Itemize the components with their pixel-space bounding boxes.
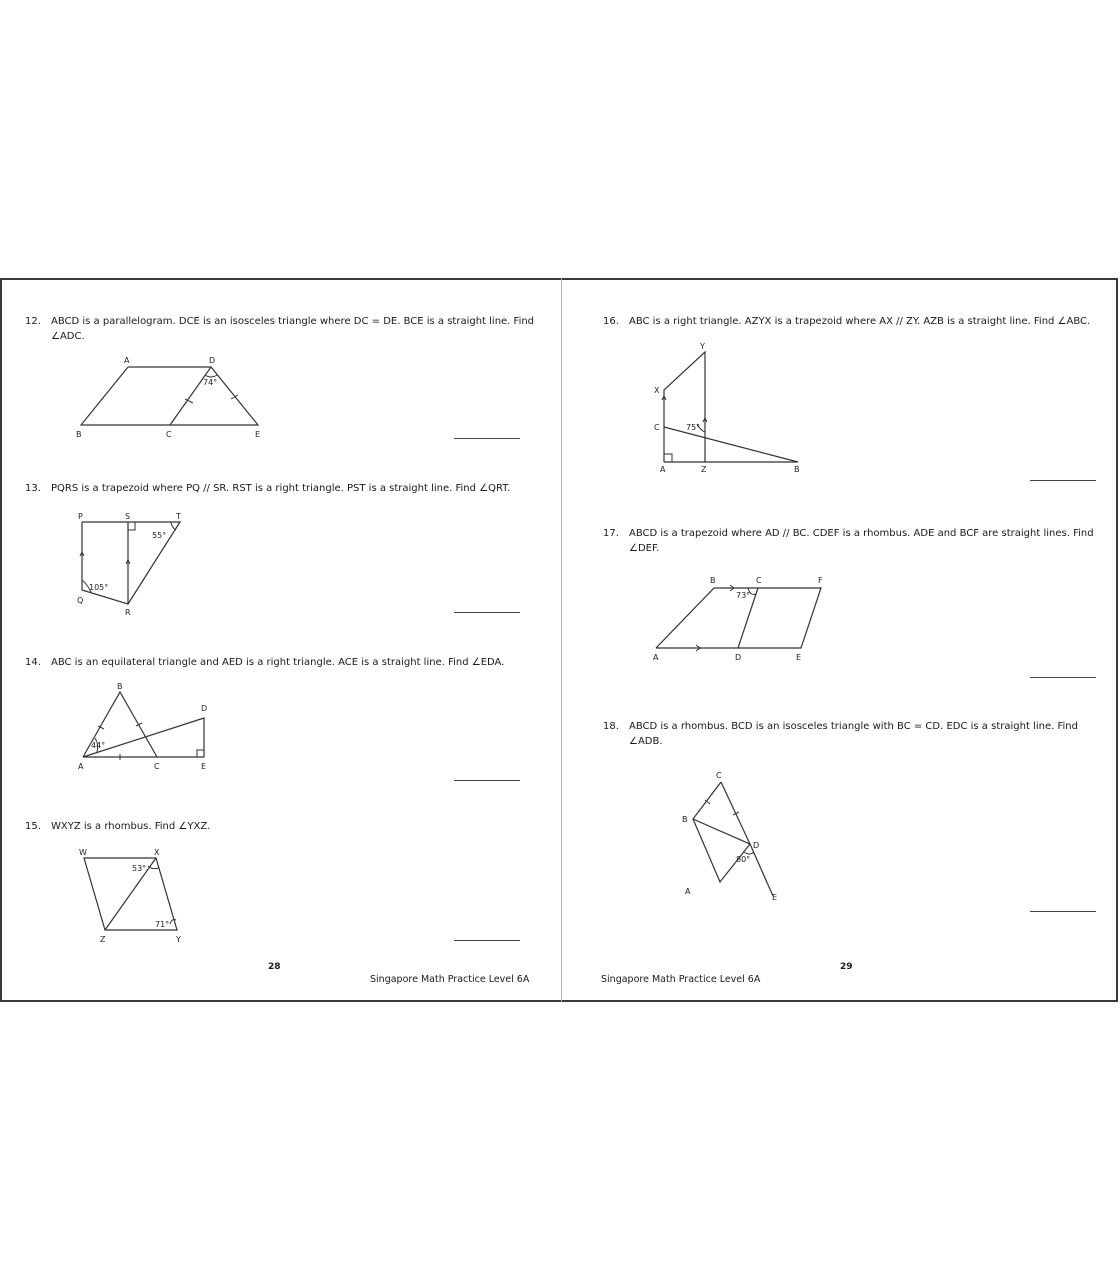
trapezoid-azyx xyxy=(664,352,705,462)
question-number: 18. xyxy=(603,721,619,732)
question-text-cont: ∠DEF. xyxy=(629,543,660,554)
vertex-label-e: E xyxy=(201,762,207,771)
answer-line-13[interactable] xyxy=(454,612,520,613)
right-angle-mark xyxy=(128,522,135,530)
question-text: PQRS is a trapezoid where PQ // SR. RST is a right triangle. PST is a straight line. Find ∠QRT. xyxy=(51,483,511,494)
vertex-label-w: W xyxy=(79,848,87,857)
angle-label: 105° xyxy=(89,583,109,592)
vertex-label-b: B xyxy=(117,682,123,691)
question-number: 12. xyxy=(25,316,41,327)
angle-label: 75° xyxy=(686,423,701,432)
segment-cb xyxy=(664,427,798,462)
question-15 xyxy=(25,819,210,834)
vertex-label-d: D xyxy=(201,704,208,713)
angle-label: 53° xyxy=(132,864,147,873)
page-gutter xyxy=(561,278,562,1002)
page-number-left: 28 xyxy=(268,962,281,972)
question-text: ABCD is a trapezoid where AD // BC. CDEF is a rhombus. ADE and BCF are straight lines. Find xyxy=(629,528,1094,539)
question-text: WXYZ is a rhombus. Find ∠YXZ. xyxy=(51,821,211,832)
vertex-label-d: D xyxy=(735,653,742,662)
footer-right: Singapore Math Practice Level 6A xyxy=(601,974,761,985)
question-text: ABC is an equilateral triangle and AED is a right triangle. ACE is a straight line. Find ∠EDA. xyxy=(51,657,505,668)
triangle-bcd xyxy=(693,782,750,844)
angle-label: 44° xyxy=(91,741,106,750)
question-16 xyxy=(603,314,1090,329)
angle-arc xyxy=(744,852,754,854)
vertex-label-e: E xyxy=(772,893,778,902)
angle-label: 55° xyxy=(152,531,167,540)
vertex-label-c: C xyxy=(756,576,762,585)
vertex-label-q: Q xyxy=(77,596,84,605)
question-text: ABCD is a parallelogram. DCE is an isosceles triangle where DC = DE. BCE is a straight line. Find xyxy=(51,316,535,327)
figure-parallelogram-abcd xyxy=(70,355,270,445)
footer-left: Singapore Math Practice Level 6A xyxy=(370,974,530,985)
vertex-label-x: X xyxy=(154,848,160,857)
vertex-label-y: Y xyxy=(176,935,181,944)
answer-line-18[interactable] xyxy=(1030,911,1096,912)
question-12 xyxy=(25,314,534,344)
angle-label: 74° xyxy=(203,378,218,387)
answer-line-17[interactable] xyxy=(1030,677,1096,678)
question-13 xyxy=(25,481,510,496)
figure-rhombus-wxyz xyxy=(76,846,196,946)
vertex-label-c: C xyxy=(654,423,660,432)
right-angle-mark xyxy=(197,750,204,757)
segment-de xyxy=(750,844,773,896)
question-number: 16. xyxy=(603,316,619,327)
vertex-label-r: R xyxy=(125,608,131,617)
vertex-label-e: E xyxy=(255,430,261,439)
vertex-label-f: F xyxy=(818,576,823,585)
question-18 xyxy=(603,719,1078,749)
right-angle-mark xyxy=(664,454,672,462)
answer-line-16[interactable] xyxy=(1030,480,1096,481)
vertex-label-a: A xyxy=(78,762,84,771)
answer-line-15[interactable] xyxy=(454,940,520,941)
rhombus-lower xyxy=(693,819,750,882)
angle-label: 73° xyxy=(736,591,751,600)
question-text-cont: ∠ADC. xyxy=(51,331,85,342)
question-text: ABC is a right triangle. AZYX is a trapezoid where AX // ZY. AZB is a straight line. Find ∠ABC. xyxy=(629,316,1091,327)
vertex-label-b: B xyxy=(710,576,716,585)
vertex-label-a: A xyxy=(685,887,691,896)
answer-line-14[interactable] xyxy=(454,780,520,781)
vertex-label-c: C xyxy=(166,430,172,439)
question-number: 15. xyxy=(25,821,41,832)
vertex-label-a: A xyxy=(124,356,130,365)
figure-outline xyxy=(81,367,258,425)
vertex-label-x: X xyxy=(654,386,660,395)
angle-arc xyxy=(205,375,217,377)
vertex-label-p: P xyxy=(78,512,83,521)
vertex-label-c: C xyxy=(716,771,722,780)
vertex-label-b: B xyxy=(794,465,800,474)
diagonal-xz xyxy=(105,858,156,930)
vertex-label-a: A xyxy=(660,465,666,474)
vertex-label-d: D xyxy=(209,356,216,365)
segment-dc xyxy=(170,367,211,425)
question-number: 14. xyxy=(25,657,41,668)
vertex-label-a: A xyxy=(653,653,659,662)
question-number: 17. xyxy=(603,528,619,539)
angle-label: 71° xyxy=(155,920,170,929)
triangle-aed xyxy=(83,718,204,757)
figure-right-triangle-abc xyxy=(650,340,810,475)
figure-equilateral-abc xyxy=(75,680,220,770)
vertex-label-z: Z xyxy=(100,935,106,944)
question-14 xyxy=(25,655,504,670)
angle-label: 80° xyxy=(736,855,751,864)
question-17 xyxy=(603,526,1094,556)
vertex-label-y: Y xyxy=(700,342,705,351)
vertex-label-s: S xyxy=(125,512,131,521)
figure-rhombus-abcd xyxy=(678,766,798,906)
question-text: ABCD is a rhombus. BCD is an isosceles triangle with BC = CD. EDC is a straight line. Find xyxy=(629,721,1078,732)
answer-line-12[interactable] xyxy=(454,438,520,439)
vertex-label-d: D xyxy=(753,841,760,850)
vertex-label-t: T xyxy=(176,512,181,521)
page-number-right: 29 xyxy=(840,962,853,972)
question-number: 13. xyxy=(25,483,41,494)
figure-trapezoid-abcd xyxy=(648,574,833,666)
vertex-label-c: C xyxy=(154,762,160,771)
question-text-cont: ∠ADB. xyxy=(629,736,663,747)
vertex-label-b: B xyxy=(76,430,82,439)
vertex-label-b: B xyxy=(682,815,688,824)
figure-trapezoid-pqrs xyxy=(72,512,192,617)
vertex-label-e: E xyxy=(796,653,802,662)
vertex-label-z: Z xyxy=(701,465,707,474)
